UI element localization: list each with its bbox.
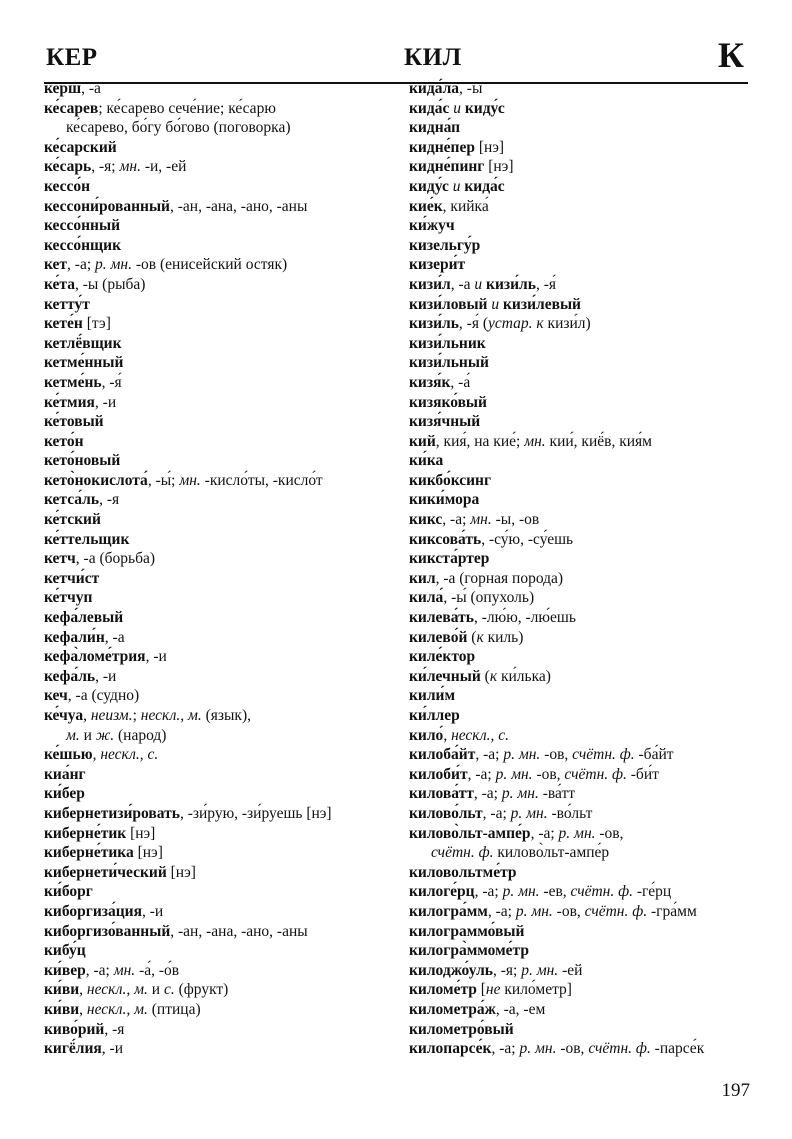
left-column <box>44 79 396 1059</box>
dictionary-entry: кизери́т <box>409 256 466 274</box>
dictionary-entry: кидне́пинг [нэ] <box>409 158 514 176</box>
dictionary-entry: ке́тмия, -и <box>44 393 117 411</box>
dictionary-entry: киа́нг <box>44 765 86 783</box>
dictionary-entry: километра́ж, -а, -ем <box>409 1000 546 1018</box>
dictionary-entry: килова́тт, -а; р. мн. -ва́тт <box>409 785 576 803</box>
dictionary-entry: кибернети́ческий [нэ] <box>44 863 196 881</box>
dictionary-entry: кигё́лия, -и <box>44 1040 124 1058</box>
dictionary-entry: кетме́нь, -я́ <box>44 373 122 391</box>
dictionary-entry: киломе́тр [не кило́метр] <box>409 981 572 999</box>
dictionary-entry: кефали́н, -а <box>44 628 125 646</box>
dictionary-entry: ке́тский <box>44 511 101 529</box>
dictionary-entry: кизи́ловый и кизи́левый <box>409 295 581 313</box>
dictionary-entry: кизи́льник <box>409 334 486 352</box>
dictionary-entry: кетса́ль, -я <box>44 491 120 509</box>
dictionary-entry: ке́та, -ы (рыба) <box>44 275 146 293</box>
dictionary-entry: кеч, -а (судно) <box>44 687 140 705</box>
dictionary-entry: ки́лечный (к ки́лька) <box>409 667 551 685</box>
dictionary-entry: килово́льт, -а; р. мн. -во́льт <box>409 804 593 822</box>
dictionary-entry: ке́сарево, бо́гу бо́гово (поговорка) <box>66 119 291 137</box>
dictionary-entry: кибернетизи́ровать, -зи́рую, -зи́руешь [нэ] <box>44 804 332 822</box>
dictionary-entry: кил, -а (горная порода) <box>409 569 564 587</box>
dictionary-entry: ки́ви, нескл., м. и с. (фрукт) <box>44 981 229 999</box>
dictionary-entry: килово̀льт-ампе́р, -а; р. мн. -ов, <box>409 824 624 842</box>
dictionary-entry: килево́й (к киль) <box>409 628 524 646</box>
dictionary-entry: кикс, -а; мн. -ы, -ов <box>409 511 540 529</box>
dictionary-entry: ки́вер, -а; мн. -а́, -о́в <box>44 961 180 979</box>
dictionary-entry: ки́бер <box>44 785 85 803</box>
dictionary-entry: кете́н [тэ] <box>44 315 111 333</box>
dictionary-entry: киду́с и кида́с <box>409 177 505 195</box>
dictionary-entry: кет, -а; р. мн. -ов (енисейский остяк) <box>44 256 288 274</box>
dictionary-entry: килоба́йт, -а; р. мн. -ов, счётн. ф. -ба́йт <box>409 746 674 764</box>
dictionary-entry: ки́борг <box>44 883 93 901</box>
dictionary-entry: ке́сарский <box>44 138 117 156</box>
dictionary-entry: кефа́левый <box>44 609 124 627</box>
dictionary-entry: ке́шью, нескл., с. <box>44 746 159 764</box>
dictionary-entry: кидне́пер [нэ] <box>409 138 505 156</box>
running-header <box>44 36 748 84</box>
dictionary-entry: кето̀нокислота́, -ы́; мн. -кисло́ты, -кисло́т <box>44 471 323 489</box>
dictionary-entry: ки́ви, нескл., м. (птица) <box>44 1000 201 1018</box>
dictionary-entry: килоби́т, -а; р. мн. -ов, счётн. ф. -би́т <box>409 765 659 783</box>
dictionary-entry: килограммо́вый <box>409 922 525 940</box>
guide-word-left: КЕР <box>46 44 98 71</box>
dictionary-entry: киксова́ть, -су́ю, -су́ешь <box>409 530 574 548</box>
dictionary-entry: кето́новый <box>44 452 121 470</box>
section-letter: К <box>717 35 744 75</box>
dictionary-entry: ки́ка <box>409 452 444 470</box>
dictionary-entry: килогра̀ммоме́тр <box>409 942 529 960</box>
dictionary-entry: километро́вый <box>409 1020 514 1038</box>
dictionary-entry: кило́, нескл., с. <box>409 726 510 744</box>
dictionary-entry: кибу́ц <box>44 942 86 960</box>
dictionary-entry: счётн. ф. килово̀льт-ампе́р <box>431 844 610 862</box>
dictionary-entry: кидна́п <box>409 119 461 137</box>
dictionary-entry: киберне́тика [нэ] <box>44 844 163 862</box>
dictionary-entry: кизяко́вый <box>409 393 487 411</box>
dictionary-entry: кизи́ль, -я́ (устар. к кизи́л) <box>409 315 591 333</box>
dictionary-entry: кессо́н <box>44 177 91 195</box>
dictionary-entry: киборгизо́ванный, -ан, -ана, -ано, -аны <box>44 922 308 940</box>
dictionary-entry: кессони́рованный, -ан, -ана, -ано, -аны <box>44 197 308 215</box>
dictionary-entry: кизя́чный <box>409 413 481 431</box>
dictionary-entry: киберне́тик [нэ] <box>44 824 156 842</box>
dictionary-entry: ке́товый <box>44 413 104 431</box>
dictionary-entry: килогра́мм, -а; р. мн. -ов, счётн. ф. -гра́мм <box>409 902 697 920</box>
dictionary-entry: киле́ктор <box>409 648 476 666</box>
dictionary-entry: килоге́рц, -а; р. мн. -ев, счётн. ф. -ге́рц <box>409 883 672 901</box>
dictionary-entry: кизи́л, -а и кизи́ль, -я́ <box>409 275 556 293</box>
dictionary-entry: кикста́ртер <box>409 550 490 568</box>
dictionary-entry: килева́ть, -лю́ю, -лю́ешь <box>409 609 576 627</box>
page-number: 197 <box>721 1080 750 1101</box>
dictionary-entry: кессо́нный <box>44 217 121 235</box>
dictionary-entry: кикбо́ксинг <box>409 471 492 489</box>
dictionary-entry: кий, кия́, на кие́; мн. кии́, киё́в, кия́м <box>409 432 652 450</box>
dictionary-entry: кетч, -а (борьба) <box>44 550 155 568</box>
dictionary-entry: кида́ла, -ы <box>409 80 483 97</box>
dictionary-entry: киво́рий, -я <box>44 1020 125 1038</box>
dictionary-entry: кие́к, кийка́ <box>409 197 489 215</box>
dictionary-entry: ке́чуа, неизм.; нескл., м. (язык), <box>44 707 252 724</box>
dictionary-entry: кессо́нщик <box>44 236 122 254</box>
dictionary-entry: кетме́нный <box>44 354 124 372</box>
dictionary-entry: киборгиза́ция, -и <box>44 902 164 920</box>
dictionary-entry: кизя́к, -а́ <box>409 373 471 391</box>
dictionary-entry: кетлё́вщик <box>44 334 122 352</box>
dictionary-entry: кили́м <box>409 687 456 705</box>
dictionary-entry: кетчи́ст <box>44 569 100 587</box>
dictionary-entry: керш, -а <box>44 80 101 97</box>
dictionary-entry: кизи́льный <box>409 354 489 372</box>
dictionary-entry: ке́сарь, -я; мн. -и, -ей <box>44 158 187 176</box>
dictionary-entry: кизельгу́р <box>409 236 481 254</box>
dictionary-entry: кефа̀ломе́трия, -и <box>44 648 167 666</box>
dictionary-entry: кетту́т <box>44 295 90 313</box>
right-column <box>409 79 769 1059</box>
dictionary-entry: килоджо́уль, -я; р. мн. -ей <box>409 961 583 979</box>
dictionary-entry: ке́сарев; ке́сарево сече́ние; ке́сарю <box>44 99 276 117</box>
dictionary-entry: кефа́ль, -и <box>44 667 117 685</box>
guide-word-center: КИЛ <box>404 44 462 71</box>
dictionary-entry: ке́ттельщик <box>44 530 130 548</box>
dictionary-entry: ки́ллер <box>409 707 460 724</box>
dictionary-entry: килопарсе́к, -а; р. мн. -ов, счётн. ф. -парсе́к <box>409 1040 705 1058</box>
dictionary-entry: киловольтме́тр <box>409 863 517 881</box>
dictionary-entry: кида́с и киду́с <box>409 99 505 117</box>
dictionary-entry: м. и ж. (народ) <box>66 726 167 744</box>
dictionary-entry: ки́жуч <box>409 217 455 235</box>
dictionary-entry: кила́, -ы́ (опухоль) <box>409 589 535 607</box>
dictionary-entry: кики́мора <box>409 491 480 509</box>
dictionary-entry: ке́тчуп <box>44 589 93 607</box>
dictionary-entry: кето́н <box>44 432 84 450</box>
